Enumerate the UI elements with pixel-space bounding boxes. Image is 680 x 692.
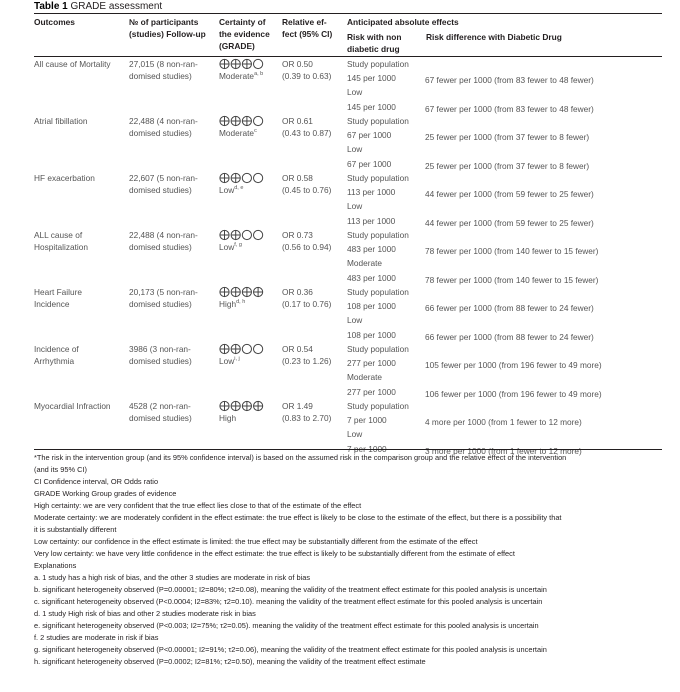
footnote-line: h. significant heterogeneity observed (P=0.0002; I2=81%; τ2=0.50), meaning the validity of the treatment effect estimate [34,657,426,666]
participants-count: domised studies) [129,356,192,366]
relative-effect: (0.39 to 0.63) [282,71,332,81]
certainty-rating [219,115,267,139]
certainty-footnote-ref: f, g [234,242,242,249]
risk-with-non-diabetic-drug: 108 per 1000 [347,329,396,340]
participants-count: 4528 (2 non-ran- [129,401,191,411]
header-anticipated: Anticipated absolute effects [347,17,459,27]
relative-effect: OR 0.36 [282,287,313,297]
risk-with-non-diabetic-drug: 7 per 1000 [347,415,387,426]
risk-with-non-diabetic-drug: 483 per 1000 [347,244,396,255]
footnote-line: Low certainty: our confidence in the effect estimate is limited: the true effect may be substantially different from the estimate of the effect [34,537,478,546]
certainty-footnote-ref: a, b [254,71,264,78]
risk-difference: 44 fewer per 1000 (from 59 fewer to 25 fewer) [425,217,594,228]
risk-with-non-diabetic-drug: Study population [347,59,409,69]
risk-with-non-diabetic-drug: 277 per 1000 [347,358,396,369]
risk-with-non-diabetic-drug: Low [347,429,363,440]
certainty-footnote-ref: d, e [234,185,244,192]
participants-count: domised studies) [129,128,192,138]
outcome-name: Incidence [34,299,70,309]
risk-difference: 66 fewer per 1000 (from 88 fewer to 24 fewer) [425,331,594,342]
risk-with-non-diabetic-drug: 145 per 1000 [347,101,396,112]
table-caption [34,1,162,12]
risk-difference: 67 fewer per 1000 (from 83 fewer to 48 fewer) [425,103,594,114]
relative-effect: OR 0.54 [282,344,313,354]
header-certainty-1: Certainty of [219,17,266,27]
risk-difference: 66 fewer per 1000 (from 88 fewer to 24 fewer) [425,303,594,314]
risk-with-non-diabetic-drug: Study population [347,344,409,354]
risk-difference: 4 more per 1000 (from 1 fewer to 12 more) [425,417,582,428]
relative-effect: OR 0.73 [282,230,313,240]
certainty-empty-icon [254,59,263,68]
certainty-label: High [219,413,237,423]
relative-effect: (0.83 to 2.70) [282,413,332,423]
certainty-label: High [219,299,237,309]
certainty-rating [219,286,267,310]
participants-count: 22,488 (4 non-ran- [129,230,198,240]
risk-with-non-diabetic-drug: Low [347,201,363,212]
certainty-empty-icon [242,344,251,353]
footnote-line: g. significant heterogeneity observed (P<0.00001; I2=91%; τ2=0.06), meaning the validity of the treatment effect estimate for this pooled analysis is uncertain [34,645,547,654]
footnote-line: Moderate certainty: we are moderately confident in the effect estimate: the true effect is likely to be close to the estimate of the effect, but there is a possibility that [34,513,562,522]
footnote-line: Explanations [34,561,77,570]
relative-effect: (0.23 to 1.26) [282,356,332,366]
risk-with-non-diabetic-drug: 277 per 1000 [347,386,396,397]
risk-with-non-diabetic-drug: Low [347,87,363,98]
participants-count: domised studies) [129,242,192,252]
risk-with-non-diabetic-drug: Study population [347,116,409,126]
certainty-empty-icon [254,116,263,125]
footnote-line: High certainty: we are very confident that the true effect lies close to that of the estimate of the effect [34,501,362,510]
header-certainty-3: (GRADE) [219,41,255,51]
certainty-label: Moderate [219,71,255,81]
footnote-line: f. 2 studies are moderate in risk if bias [34,633,159,642]
risk-with-non-diabetic-drug: 67 per 1000 [347,158,392,169]
footnote-line: it is substantially different [34,525,117,534]
outcome-name: All cause of Mortality [34,59,111,69]
risk-difference: 106 fewer per 1000 (from 196 fewer to 49 more) [425,388,602,399]
risk-with-non-diabetic-drug: Moderate [347,372,383,383]
footnote-line: CI Confidence interval, OR Odds ratio [34,477,159,486]
certainty-symbols-icon [219,115,267,127]
risk-with-non-diabetic-drug: 145 per 1000 [347,73,396,84]
header-participants-1: № of participants [129,17,199,27]
header-risk-non-2: diabetic drug [347,44,400,54]
footnote-line: d. 1 study High risk of bias and other 2 studies moderate risk in bias [34,609,256,618]
header-rule [34,56,662,57]
outcome-name: Arrhythmia [34,356,75,366]
footnote-line: GRADE Working Group grades of evidence [34,489,177,498]
relative-effect: OR 0.50 [282,59,313,69]
participants-count: domised studies) [129,413,192,423]
risk-with-non-diabetic-drug: Moderate [347,258,383,269]
certainty-label: Low [219,185,235,195]
relative-effect: OR 1.49 [282,401,313,411]
risk-with-non-diabetic-drug: Study population [347,173,409,183]
risk-difference: 3 more per 1000 (from 1 fewer to 12 more) [425,445,582,456]
participants-count: 22,607 (5 non-ran- [129,173,198,183]
bottom-rule [34,449,662,450]
certainty-empty-icon [254,173,263,182]
outcome-name: Hospitalization [34,242,88,252]
risk-with-non-diabetic-drug: Study population [347,287,409,297]
header-certainty-2: the evidence [219,29,270,39]
relative-effect: OR 0.58 [282,173,313,183]
certainty-empty-icon [242,173,251,182]
certainty-symbols-icon [219,172,267,184]
certainty-rating [219,400,267,424]
footnote-line: *The risk in the intervention group (and its 95% confidence interval) is based on the assumed risk in the comparison group and the relative effect of the intervention [34,453,567,462]
risk-with-non-diabetic-drug: 108 per 1000 [347,301,396,312]
participants-count: 27,015 (8 non-ran- [129,59,198,69]
certainty-symbols-icon [219,343,267,355]
relative-effect: (0.45 to 0.76) [282,185,332,195]
certainty-rating [219,58,267,82]
header-relative-2: fect (95% CI) [282,29,333,39]
risk-difference: 25 fewer per 1000 (from 37 fewer to 8 fewer) [425,132,590,143]
header-relative-1: Relative ef- [282,17,327,27]
certainty-footnote-ref: d, h [236,299,246,306]
certainty-label: Low [219,356,235,366]
participants-count: 20,173 (5 non-ran- [129,287,198,297]
header-risk-non-1: Risk with non [347,32,402,42]
participants-count: 3986 (3 non-ran- [129,344,191,354]
certainty-symbols-icon [219,286,267,298]
top-rule [34,13,662,14]
risk-difference: 44 fewer per 1000 (from 59 fewer to 25 fewer) [425,189,594,200]
relative-effect: (0.17 to 0.76) [282,299,332,309]
participants-count: domised studies) [129,185,192,195]
certainty-rating [219,172,267,196]
risk-difference: 78 fewer per 1000 (from 140 fewer to 15 fewer) [425,274,599,285]
table-number: Table 1 [34,1,68,12]
risk-with-non-diabetic-drug: 483 per 1000 [347,272,396,283]
participants-count: domised studies) [129,71,192,81]
certainty-footnote-ref: c [254,128,257,135]
certainty-footnote-ref: i, j [234,356,240,363]
header-outcomes: Outcomes [34,17,75,27]
footnote-line: (and its 95% CI) [34,465,87,474]
outcome-name: HF exacerbation [34,173,95,183]
certainty-symbols-icon [219,400,267,412]
footnote-line: c. significant heterogeneity observed (P<0.0004; I2=83%; τ2=0.10). meaning the validity of the treatment effect estimate for this pooled analysis is uncertain [34,597,543,606]
risk-with-non-diabetic-drug: 67 per 1000 [347,130,392,141]
certainty-rating [219,343,267,367]
header-risk-diff: Risk difference with Diabetic Drug [426,32,562,42]
relative-effect: (0.43 to 0.87) [282,128,332,138]
footnote-line: e. significant heterogeneity observed (P<0.003; I2=75%; τ2=0.05). meaning the validity of the treatment effect estimate for this pooled analysis is uncertain [34,621,539,630]
footnote-line: b. significant heterogeneity observed (P=0.00001; I2=80%; τ2=0.08), meaning the validity of the treatment effect estimate for this pooled analysis is uncertain [34,585,547,594]
certainty-symbols-icon [219,58,267,70]
outcome-name: Atrial fibillation [34,116,88,126]
participants-count: domised studies) [129,299,192,309]
certainty-empty-icon [242,230,251,239]
risk-difference: 78 fewer per 1000 (from 140 fewer to 15 fewer) [425,246,599,257]
certainty-empty-icon [254,344,263,353]
certainty-empty-icon [254,230,263,239]
table-title: GRADE assessment [70,1,163,12]
risk-with-non-diabetic-drug: Low [347,144,363,155]
risk-with-non-diabetic-drug: 7 per 1000 [347,443,387,454]
certainty-rating [219,229,267,253]
outcome-name: Myocardial Infraction [34,401,111,411]
footnote-line: Very low certainty: we have very little confidence in the effect estimate: the true effect is likely to be substantially different from the estimate of effect [34,549,515,558]
certainty-label: Moderate [219,128,255,138]
outcome-name: Heart Failure [34,287,82,297]
risk-with-non-diabetic-drug: Study population [347,230,409,240]
risk-with-non-diabetic-drug: 113 per 1000 [347,215,396,226]
risk-with-non-diabetic-drug: Low [347,315,363,326]
risk-difference: 25 fewer per 1000 (from 37 fewer to 8 fewer) [425,160,590,171]
outcome-name: Incidence of [34,344,79,354]
participants-count: 22,488 (4 non-ran- [129,116,198,126]
risk-difference: 105 fewer per 1000 (from 196 fewer to 49 more) [425,360,602,371]
relative-effect: (0.56 to 0.94) [282,242,332,252]
header-participants-2: (studies) Follow-up [129,29,206,39]
risk-with-non-diabetic-drug: Study population [347,401,409,411]
relative-effect: OR 0.61 [282,116,313,126]
risk-with-non-diabetic-drug: 113 per 1000 [347,187,396,198]
certainty-symbols-icon [219,229,267,241]
certainty-label: Low [219,242,235,252]
footnote-line: a. 1 study has a high risk of bias, and the other 3 studies are moderate in risk of bias [34,573,311,582]
risk-difference: 67 fewer per 1000 (from 83 fewer to 48 fewer) [425,75,594,86]
outcome-name: ALL cause of [34,230,83,240]
